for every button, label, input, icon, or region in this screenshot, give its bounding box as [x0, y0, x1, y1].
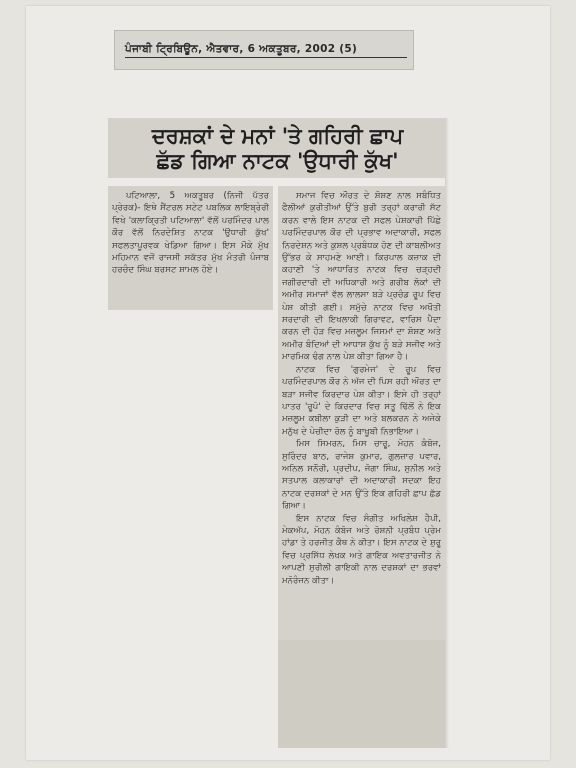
right-column-text	[282, 190, 441, 744]
headline-line-2: ਛੱਡ ਗਿਆ ਨਾਟਕ 'ਉਧਾਰੀ ਕੁੱਖ'	[156, 149, 399, 173]
right-paragraph-2: ਨਾਟਕ ਵਿਚ 'ਗੁਰਮੇਜ' ਦੇ ਰੂਪ ਵਿਚ ਪਰਮਿੰਦਰਪਾਲ ਕੌਰ ਨੇ ਅੱਜ ਦੀ ਪਿਸ ਰਹੀ ਔਰਤ ਦਾ ਬੜਾ ਸਜੀਵ ਕਿਰਦਾਰ ਪੇਸ਼ ਕੀਤਾ। ਇਸੇ ਹੀ ਤਰ੍ਹਾਂ ਪਾਤਰ 'ਰੂਪੋ' ਦੇ ਕਿਰਦਾਰ ਵਿਚ ਸਤੂ ਢਿੱਲੋਂ ਨੇ ਇਕ ਮਜ਼ਲੂਮ ਕਬੀਲਾ ਕੁੜੀ ਦਾ ਅਤੇ ਬਲਕਰਨ ਨੇ ਅਜੇਕੇ ਮਨੁੱਖ ਦੇ ਪੇਚੀਦਾ ਰੋਲ ਨੂੰ ਬਾਖੂਬੀ ਨਿਭਾਇਆ।	[282, 364, 441, 437]
left-column-text	[112, 190, 269, 308]
right-paragraph-1: ਸਮਾਜ ਵਿਚ ਔਰਤ ਦੇ ਸ਼ੋਸ਼ਣ ਨਾਲ ਸਬੰਧਿਤ ਫੈਲੀਆਂ ਕੁਰੀਤੀਆਂ ਉੱਤੇ ਬੁਰੀ ਤਰ੍ਹਾਂ ਕਰਾਰੀ ਸੱਟ ਕਰਨ ਵਾਲੇ ਇਸ ਨਾਟਕ ਦੀ ਸਫਲ ਪੇਸ਼ਕਾਰੀ ਪਿੱਛੇ ਪਰਮਿੰਦਰਪਾਲ ਕੌਰ ਦੀ ਪ੍ਰਭਾਵ ਅਦਾਕਾਰੀ, ਸਫਲ ਨਿਰਦੇਸ਼ਨ ਅਤੇ ਕੁਸ਼ਲ ਪ੍ਰਬੰਧਕ ਹੋਣ ਦੀ ਕਾਬਲੀਅਤ ਉੱਭਰ ਕੇ ਸਾਹਮਣੇ ਆਈ। ਕਿਰਪਾਲ ਕਜ਼ਾਕ ਦੀ ਕਹਾਣੀ 'ਤੇ ਆਧਾਰਿਤ ਨਾਟਕ ਵਿਚ ਚੜ੍ਹਦੀ ਜਗੀਰਦਾਰੀ ਦੀ ਅਧਿਕਾਰੀ ਅਤੇ ਗਰੀਬ ਲੋਕਾਂ ਦੀ ਅਮੀਰ ਸਮਾਜਾਂ ਵੱਲ ਲਾਲਸਾ ਬੜੇ ਪ੍ਰਚੰਡ ਰੂਪ ਵਿਚ ਪੇਸ਼ ਕੀਤੀ ਗਈ। ਸਮੁੱਚੇ ਨਾਟਕ ਵਿਚ ਅਖੌਤੀ ਸਰਦਾਰੀ ਦੀ ਇਖਲਾਕੀ ਗਿਰਾਵਟ, ਵਾਰਿਸ ਪੈਦਾ ਕਰਨ ਦੀ ਹੋੜ ਵਿਚ ਮਜ਼ਲੂਮ ਜਿਸਮਾਂ ਦਾ ਸ਼ੋਸ਼ਣ ਅਤੇ ਅਮੀਰ ਬੰਦਿਆਂ ਦੀ ਆਧਾਸ਼ ਕੁੱਖ ਨੂੰ ਬੜੇ ਸਜੀਵ ਅਤੇ ਮਾਰਮਿਕ ਢੰਗ ਨਾਲ ਪੇਸ਼ ਕੀਤਾ ਗਿਆ ਹੈ।	[282, 191, 441, 363]
masthead-text: ਪੰਜਾਬੀ ਟ੍ਰਿਬਿਊਨ, ਐਤਵਾਰ, 6 ਅਕਤੂਬਰ, 2002 (5)	[125, 43, 407, 58]
right-paragraph-4: ਇਸ ਨਾਟਕ ਵਿਚ ਸੰਗੀਤ ਅਖਿਲੇਸ਼ ਹੈਪੀ, ਮੇਕਅੱਪ, ਮੋਹਨ ਕੰਬੋਜ ਅਤੇ ਰੋਸ਼ਨੀ ਪ੍ਰਬੰਧ ਪ੍ਰੇਮ ਹਾਂਡਾ ਤੇ ਹਰਜੀਤ ਕੈਥ ਨੇ ਕੀਤਾ। ਇਸ ਨਾਟਕ ਦੇ ਸ਼ੁਰੂ ਵਿਚ ਪ੍ਰਸਿੱਧ ਲੇਖਕ ਅਤੇ ਗਾਇਕ ਅਵਤਾਰਜੀਤ ਨੇ ਆਪਣੀ ਸੁਰੀਲੀ ਗਾਇਕੀ ਨਾਲ ਦਰਸ਼ਕਾਂ ਦਾ ਭਰਵਾਂ ਮਨੋਰੰਜਨ ਕੀਤਾ।	[282, 513, 441, 586]
headline-clipping	[108, 118, 445, 178]
left-paragraph: ਪਟਿਆਲਾ, 5 ਅਕਤੂਬਰ (ਨਿਜੀ ਪੱਤਰ ਪ੍ਰੇਰਕ)- ਇਥੇ ਸੈਂਟਰਲ ਸਟੇਟ ਪਬਲਿਕ ਲਾਇਬ੍ਰੇਰੀ ਵਿਖੇ 'ਕਲਾਕ੍ਰਿਤੀ ਪਟਿਆਲਾ' ਵੱਲੋਂ ਪਰਮਿੰਦਰ ਪਾਲ ਕੌਰ ਵੱਲੋਂ ਨਿਰਦੇਸ਼ਿਤ ਨਾਟਕ 'ਉਧਾਰੀ ਕੁੱਖ' ਸਫਲਤਾਪੂਰਵਕ ਖੇਡਿਆ ਗਿਆ। ਇਸ ਮੌਕੇ ਮੁੱਖ ਮਹਿਮਾਨ ਵਜੋਂ ਰਾਜਸੀ ਸਕੱਤਰ ਮੁੱਖ ਮੰਤਰੀ ਪੰਜਾਬ ਹਰਚੰਦ ਸਿੰਘ ਬਰਸਟ ਸ਼ਾਮਲ ਹੋਏ।	[112, 191, 269, 276]
article-headline	[116, 124, 439, 174]
right-paragraph-3: ਮਿਸ ਸਿਮਰਨ, ਮਿਸ ਚਾਰੂ, ਮੋਹਨ ਕੰਬੋਜ, ਸੁਰਿੰਦਰ ਬਾਠ, ਰਾਜੇਸ਼ ਕੁਮਾਰ, ਗੁਲਜ਼ਾਰ ਪਵਾਰ, ਅਨਿਲ ਸਨੌਰੀ, ਪ੍ਰਦੀਪ, ਜੋਗਾ ਸਿੰਘ, ਸੁਨੀਲ ਅਤੇ ਸਤਪਾਲ ਕਲਾਕਾਰਾਂ ਦੀ ਅਦਾਕਾਰੀ ਸਦਕਾ ਇਹ ਨਾਟਕ ਦਰਸ਼ਕਾਂ ਦੇ ਮਨ ਉੱਤੇ ਇਕ ਗਹਿਰੀ ਛਾਪ ਛੱਡ ਗਿਆ।	[282, 439, 441, 512]
headline-line-1: ਦਰਸ਼ਕਾਂ ਦੇ ਮਨਾਂ 'ਤੇ ਗਹਿਰੀ ਛਾਪ	[151, 124, 404, 148]
newspaper-masthead-clipping	[114, 30, 414, 70]
clipping-shadow	[445, 118, 449, 748]
